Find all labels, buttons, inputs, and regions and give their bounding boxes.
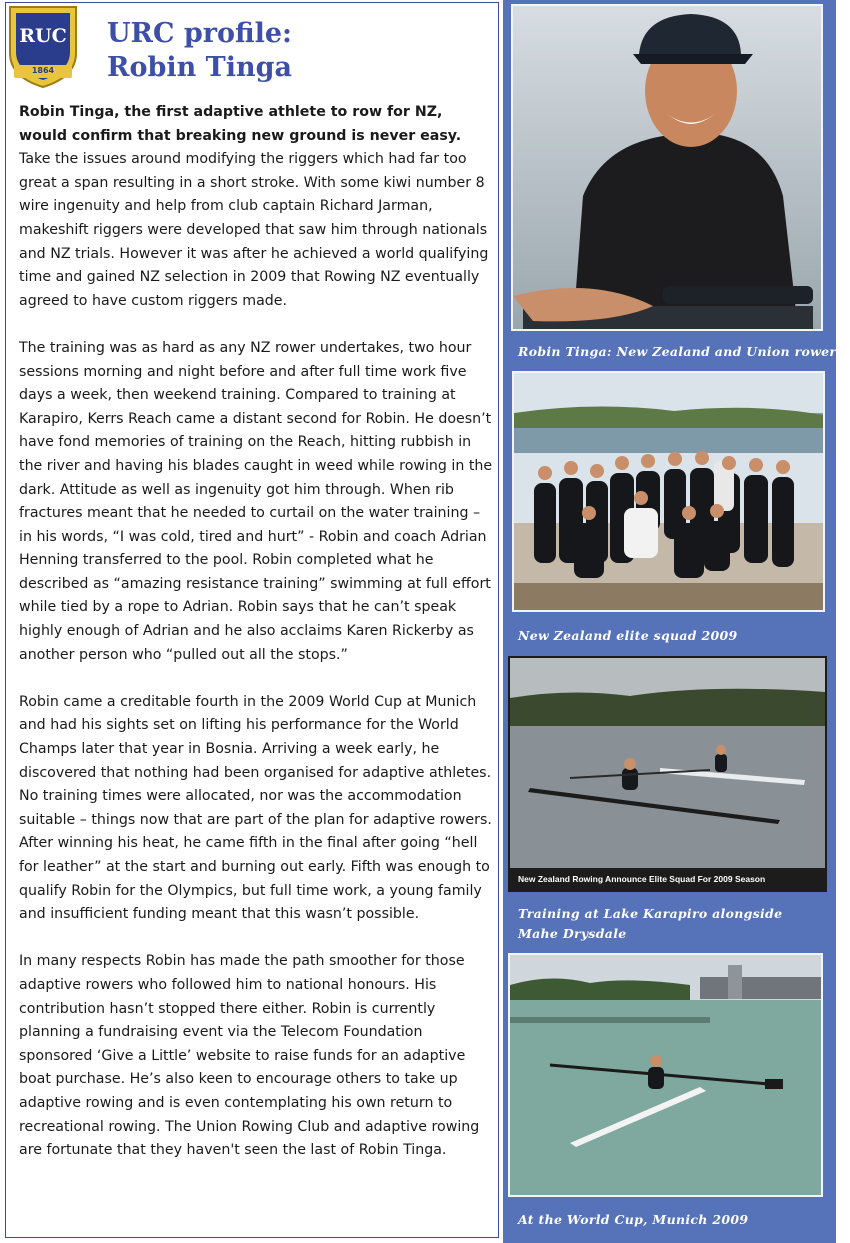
page-title (107, 17, 292, 85)
training-photo (508, 656, 827, 892)
squad-photo (512, 371, 825, 612)
worldcup-caption: At the World Cup, Munich 2009 (518, 1212, 749, 1227)
portrait-photo (511, 4, 823, 331)
club-crest-logo (6, 3, 80, 89)
paragraph-1 (19, 101, 495, 313)
title-line-1: URC profile: (107, 18, 293, 49)
crest-year: 1864 (31, 66, 55, 75)
squad-caption: New Zealand elite squad 2009 (518, 628, 738, 643)
title-line-2: Robin Tinga (107, 52, 292, 83)
training-caption: Training at Lake Karapiro alongside Mahe Drysdale (518, 906, 783, 941)
paragraph-4: In many respects Robin has made the path smoother for those adaptive rowers who followed him to national honours. His contribution hasn’t stopped there either. Robin is currently planning a fundraising event via the Telecom Foundation sponsored ‘Give a Little’ website to raise funds for an adaptive boat purchase. He’s also keen to encourage others to take up adaptive rowing and is even contemplating his own return to recreational rowing. The Union Rowing Club and adaptive rowing are fortunate that they haven't seen the last of Robin Tinga. (19, 953, 480, 1159)
portrait-caption: Robin Tinga: New Zealand and Union rower (518, 344, 837, 359)
worldcup-photo (508, 953, 823, 1197)
crest-text: RUC (19, 25, 67, 47)
paragraph-2: The training was as hard as any NZ rower undertakes, two hour sessions morning and night before and after full time work five days a week, then weekend training. Compared to training at Karapiro, Kerrs Reach came a distant second for Robin. He doesn’t have fond memories of training on the Reach, hitting rubbish in the river and having his blades caught in weed while rowing in the dark. Attitude as well as ingenuity got him through. When rib fractures meant that he needed to curtail on the water training – in his words, “I was cold, tired and hurt” - Robin and coach Adrian Henning transferred to the pool. Robin completed what he described as “amazing resistance training” swimming at full effort while tied by a rope to Adrian. Robin says that he can’t speak highly enough of Adrian and he also acclaims Karen Rickerby as another person who “pulled out all the stops.” (19, 339, 493, 663)
paragraph-3: Robin came a creditable fourth in the 2009 World Cup at Munich and had his sights set on lifting his performance for the World Champs later that year in Bosnia. Arriving a week early, he discovered that nothing had been organised for adaptive athletes. No training times were allocated, nor was the accommodation suitable – things now that are part of the plan for adaptive rowers. After winning his heat, he came fifth in the final after going “hell for leather” at the start and burning out early. Fifth was enough to qualify Robin for the Olympics, but full time work, a young family and insufficient funding meant that this wasn’t possible. (19, 693, 492, 923)
training-photo-strip: New Zealand Rowing Announce Elite Squad For 2009 Season (510, 868, 825, 890)
paragraph-1-text: Take the issues around modifying the riggers which had far too great a span resulting in a short stroke. With some kiwi number 8 wire ingenuity and help from club captain Richard Jarman, makeshift riggers were developed that saw him through nationals and NZ trials. However it was after he achieved a world qualifying time and gained NZ selection in 2009 that Rowing NZ eventually agreed to have custom riggers made. (19, 151, 489, 309)
article-body (19, 101, 495, 1186)
lead-sentence: Robin Tinga, the first adaptive athlete to row for NZ, would confirm that breaking new ground is never easy. (19, 104, 462, 144)
